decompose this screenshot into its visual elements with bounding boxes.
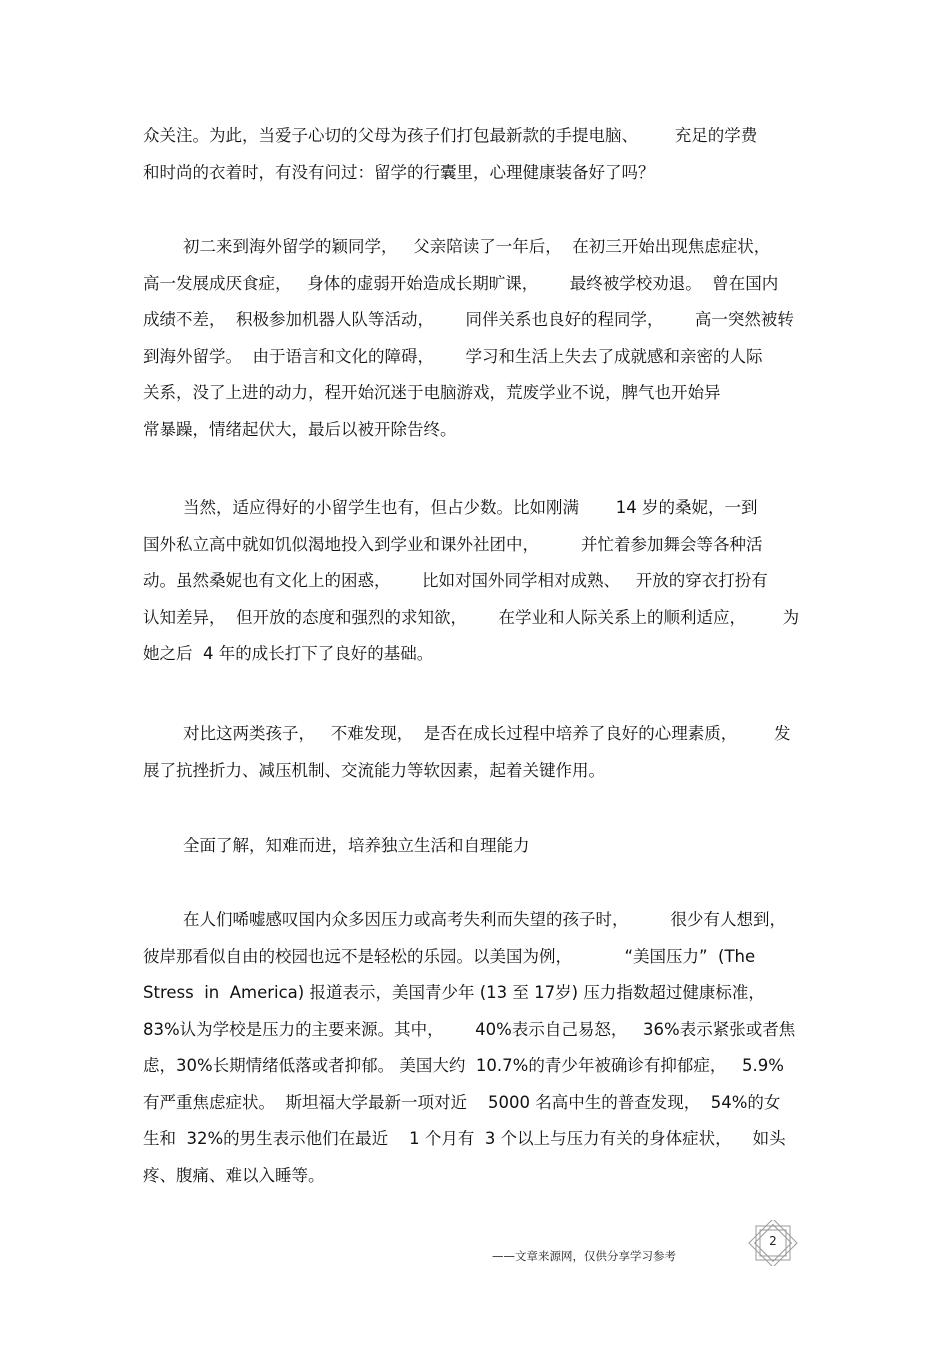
paragraph-case-examples (143, 229, 823, 448)
text-line: 到海外留学。 由于语言和文化的障碍， 学习和生活上失去了成就感和亲密的人际 (143, 346, 763, 366)
page-number-badge (748, 1220, 798, 1266)
text-line: 83%认为学校是压力的主要来源。其中， 40%表示自己易怒， 36%表示紧张或者焦 (143, 1019, 796, 1039)
text-line: Stress in America) 报道表示，美国青少年 (13 至 17岁) 压力指数超过健康标准， (143, 983, 765, 1002)
text-line: 高一发展成厌食症， 身体的虚弱开始造成长期旷课， 最终被学校劝退。 曾在国内 (143, 273, 779, 293)
paragraph-comparison (143, 716, 823, 789)
text-line: 成绩不差， 积极参加机器人队等活动， 同伴关系也良好的程同学， 高一突然被转 (143, 310, 794, 329)
text-line: 众关注。为此，当爱子心切的父母为孩子们打包最新款的手提电脑、 充足的学费 (143, 126, 758, 145)
section-heading (143, 828, 823, 865)
text-line: 关系，没了上进的动力，程开始沉迷于电脑游戏，荒废学业不说，脾气也开始异 (143, 383, 721, 402)
text-line: 生和 32%的男生表示他们在最近 1 个月有 3 个以上与压力有关的身体症状， 如头 (143, 1129, 786, 1148)
text-line: 彼岸那看似自由的校园也远不是轻松的乐园。以美国为例， “美国压力” (The (143, 946, 756, 966)
paragraph-intro-continuation (143, 118, 823, 191)
text-line: 虑，30%长期情绪低落或者抑郁。 美国大约 10.7%的青少年被确诊有抑郁症， 5.9% (143, 1056, 784, 1075)
text-line: 认知差异， 但开放的态度和强烈的求知欲， 在学业和人际关系上的顺利适应， 为 (143, 607, 800, 627)
text-line: 在人们唏嘘感叹国内众多因压力或高考失利而失望的孩子时， 很少有人想到， (183, 910, 786, 929)
text-line: 常暴躁，情绪起伏大，最后以被开除告终。 (143, 419, 457, 439)
paragraph-sunny-example (143, 490, 823, 673)
text-line: 动。虽然桑妮也有文化上的困惑， 比如对国外同学相对成熟、 开放的穿衣打扮有 (143, 571, 768, 590)
text-line: 展了抗挫折力、减压机制、交流能力等软因素，起着关键作用。 (143, 760, 605, 780)
text-line: 初二来到海外留学的颖同学， 父亲陪读了一年后， 在初三开始出现焦虑症状， (183, 237, 771, 256)
text-line: 有严重焦虑症状。 斯坦福大学最新一项对近 5000 名高中生的普查发现， 54%的女 (143, 1092, 781, 1112)
text-line: 和时尚的衣着时，有没有问过：留学的行囊里，心理健康装备好了吗？ (143, 162, 655, 182)
source-footnote: ——文章来源网，仅供分享学习参考 (492, 1249, 676, 1263)
paragraph-stress-statistics (143, 902, 823, 1194)
text-line: 疼、腹痛、难以入睡等。 (143, 1165, 325, 1185)
text-line: 全面了解，知难而进，培养独立生活和自理能力 (183, 836, 530, 855)
text-line: 对比这两类孩子， 不难发现， 是否在成长过程中培养了良好的心理素质， 发 (183, 724, 791, 743)
page-number: 2 (769, 1234, 777, 1248)
text-line: 她之后 4 年的成长打下了良好的基础。 (143, 644, 434, 663)
text-line: 国外私立高中就如饥似渴地投入到学业和课外社团中， 并忙着参加舞会等各种活 (143, 534, 763, 554)
text-line: 当然，适应得好的小留学生也有，但占少数。比如刚满 14 岁的桑妮，一到 (183, 498, 758, 517)
